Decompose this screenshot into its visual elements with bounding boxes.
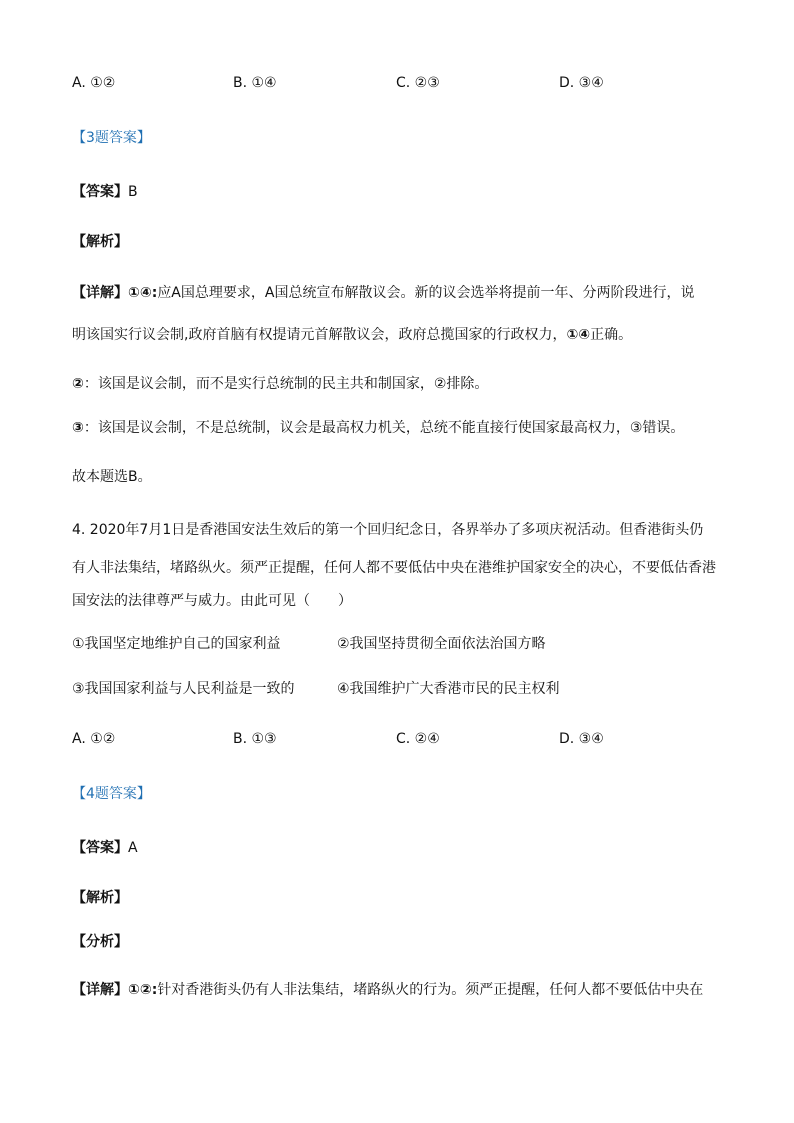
q4-analyze-tag: 【分析】 [72, 934, 128, 950]
q3-answer-line [72, 182, 138, 202]
q3-detail-text1: 应A国总理要求，A国总统宣布解散议会。新的议会选举将提前一年、分两阶段进行，说 [157, 285, 695, 301]
q3-detail-text2b: 正确。 [590, 327, 633, 343]
q4-statement-2: ②我国坚持贯彻全面依法治国方略 [337, 636, 546, 652]
q3-answer-value: B [128, 184, 138, 200]
q4-option-c: C. ②④ [396, 731, 440, 747]
q4-detail-line1 [72, 980, 703, 1000]
q3-option-d: D. ③④ [559, 75, 604, 91]
q3-point3-text: ：该国是议会制，不是总统制，议会是最高权力机关，总统不能直接行使国家最高权力，③错误。 [83, 420, 685, 436]
q4-answer-header: 【4题答案】 [72, 786, 151, 802]
q3-point2 [72, 374, 488, 394]
q4-statement-3: ③我国国家利益与人民利益是一致的 [72, 681, 295, 697]
q4-stem-line2: 有人非法集结，堵路纵火。须严正提醒，任何人都不要低估中央在港维护国家安全的决心，不要低估香港 [72, 560, 716, 576]
q4-answer-value: A [128, 840, 138, 856]
q3-detail-mark: ①④: [128, 285, 158, 301]
q4-detail-text1: 针对香港街头仍有人非法集结，堵路纵火的行为。须严正提醒，任何人都不要低估中央在 [157, 982, 704, 998]
q3-detail-line1 [72, 283, 694, 303]
q4-answer-tag: 【答案】 [72, 840, 128, 856]
q3-answer-tag: 【答案】 [72, 184, 128, 200]
q4-analysis-tag: 【解析】 [72, 890, 128, 906]
q3-point3-mark: ③ [72, 420, 84, 436]
q3-detail-tag: 【详解】 [72, 285, 128, 301]
q4-answer-line [72, 838, 138, 858]
q4-statement-4: ④我国维护广大香港市民的民主权利 [337, 681, 560, 697]
q3-option-b: B. ①④ [233, 75, 277, 91]
q4-detail-mark: ①②: [128, 982, 158, 998]
q3-conclusion: 故本题选B。 [72, 469, 152, 485]
q4-option-a: A. ①② [72, 731, 116, 747]
q3-detail-text2a: 明该国实行议会制,政府首脑有权提请元首解散议会，政府总揽国家的行政权力， [72, 327, 567, 343]
q4-stem-line3: 国安法的法律尊严与威力。由此可见（ ） [72, 593, 352, 609]
q3-answer-header: 【3题答案】 [72, 130, 151, 146]
q3-option-a: A. ①② [72, 75, 116, 91]
q3-option-c: C. ②③ [396, 75, 440, 91]
q3-detail-line2-mark: ①④ [566, 327, 591, 343]
q3-analysis-tag: 【解析】 [72, 234, 128, 250]
q4-stem-line1: 4. 2020年7月1日是香港国安法生效后的第一个回归纪念日，各界举办了多项庆祝活动。但香港街头仍 [72, 522, 704, 538]
q3-point2-text: ：该国是议会制，而不是实行总统制的民主共和制国家，②排除。 [83, 376, 489, 392]
q4-detail-tag: 【详解】 [72, 982, 128, 998]
q3-point2-mark: ② [72, 376, 84, 392]
q4-option-d: D. ③④ [559, 731, 604, 747]
q3-detail-line2 [72, 325, 632, 345]
q4-option-b: B. ①③ [233, 731, 277, 747]
q3-point3 [72, 418, 684, 438]
q4-statement-1: ①我国坚定地维护自己的国家利益 [72, 636, 281, 652]
